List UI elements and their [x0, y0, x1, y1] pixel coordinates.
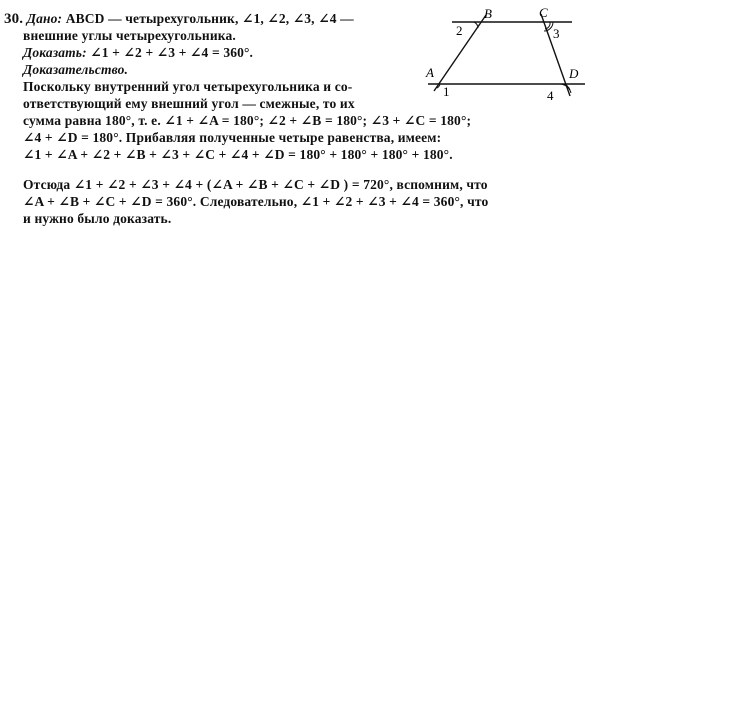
- proof-line-2: ответствующий ему внешний угол — смежные, то их: [23, 96, 355, 111]
- prove-label: Доказать:: [23, 45, 87, 60]
- given-line: [4, 11, 354, 27]
- prove-text: ∠1 + ∠2 + ∠3 + ∠4 = 360°.: [90, 45, 254, 60]
- proof-line-5: ∠1 + ∠A + ∠2 + ∠B + ∠3 + ∠C + ∠4 + ∠D = 180° + 180° + 180° + 180°.: [23, 147, 453, 162]
- prove-line: [23, 45, 253, 61]
- vertex-b: B: [484, 6, 492, 21]
- problem-number: 30.: [4, 11, 24, 27]
- vertex-c: C: [539, 5, 548, 20]
- proof-line-1: Поскольку внутренний угол четырехугольника и со-: [23, 79, 353, 94]
- angle-2-label: 2: [456, 23, 463, 38]
- given-text-2: внешние углы четырехугольника.: [23, 28, 236, 43]
- proof-line-4: ∠4 + ∠D = 180°. Прибавляя полученные четыре равенства, имеем:: [23, 130, 442, 145]
- angle-4-label: 4: [547, 88, 554, 103]
- proof-line-3: сумма равна 180°, т. е. ∠1 + ∠A = 180°; ∠2 + ∠B = 180°; ∠3 + ∠C = 180°;: [23, 113, 472, 128]
- vertex-a: A: [426, 65, 434, 80]
- conclusion-line-3: и нужно было доказать.: [23, 211, 172, 226]
- given-label: Дано:: [26, 11, 63, 26]
- vertex-d: D: [569, 66, 579, 81]
- angle-3-label: 3: [553, 26, 560, 41]
- trapezoid-figure: [420, 4, 592, 104]
- angle-1-label: 1: [443, 84, 450, 99]
- conclusion-line-2: ∠A + ∠B + ∠C + ∠D = 360°. Следовательно, ∠1 + ∠2 + ∠3 + ∠4 = 360°, что: [23, 194, 489, 209]
- proof-label: Доказательство.: [23, 62, 129, 77]
- conclusion-line-1: Отсюда ∠1 + ∠2 + ∠3 + ∠4 + (∠A + ∠B + ∠C + ∠D ) = 720°, вспомним, что: [23, 177, 488, 192]
- given-text-1: ABCD — четырехугольник, ∠1, ∠2, ∠3, ∠4 —: [65, 11, 354, 26]
